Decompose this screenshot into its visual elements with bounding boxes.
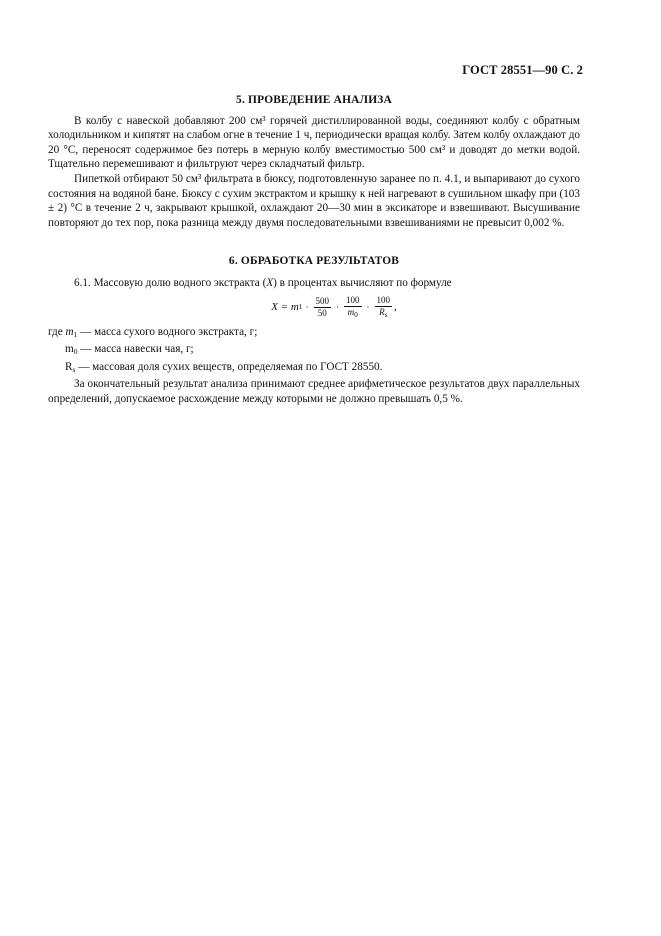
section-5-title: 5. ПРОВЕДЕНИЕ АНАЛИЗА <box>236 94 392 106</box>
def1-pre: где <box>48 325 66 338</box>
fraction-2 <box>344 295 362 320</box>
definitions <box>48 325 580 378</box>
definition-rs <box>48 360 580 378</box>
formula-lhs: X = m <box>271 300 299 313</box>
fraction-2-numerator: 100 <box>346 294 360 305</box>
fraction-2-den-sub: 0 <box>354 309 358 319</box>
formula-lhs-sub: 1 <box>298 301 303 311</box>
fraction-3-den-var: R <box>379 306 385 317</box>
def2-sub: 0 <box>73 347 78 357</box>
p1-pre: 6.1. Массовую долю водного экстракта ( <box>74 276 267 289</box>
def1-var: m <box>65 325 74 338</box>
def3-sub: s <box>72 364 76 374</box>
var-x: X <box>266 276 274 289</box>
multiply-dot: · <box>305 301 309 312</box>
formula-trail: , <box>394 300 397 313</box>
def3-text: — массовая доля сухих веществ, определяемая по ГОСТ 28550. <box>75 360 383 373</box>
def1-text: — масса сухого водного экстракта, г; <box>77 325 258 338</box>
fraction-2-denominator <box>346 307 360 320</box>
def1-sub: 1 <box>73 329 78 339</box>
p1-post: ) в процентах вычисляют по формуле <box>273 276 452 289</box>
fraction-3-numerator: 100 <box>376 294 391 305</box>
fraction-2-den-var: m <box>347 306 355 317</box>
document-body <box>48 93 580 407</box>
section-5-paragraph-1: В колбу с навеской добавляют 200 см³ горячей дистиллированной воды, соединяют колбу с обратным холодильником и кипятят на слабом огне в течение 1 ч, периодически вращая колбу. Затем колбу охлаждают до 20 °С, переносят содержимое без потерь в мерную колбу вместимостью 500 см³ и доводят до метки водой. Тщательно перемешивают и фильтруют через складчатый фильтр. <box>48 114 580 171</box>
fraction-1-numerator: 500 <box>315 295 330 306</box>
final-paragraph: За окончательный результат анализа принимают среднее арифметическое результатов двух параллельных определений, допускаемое расхождение между которыми не должно превышать 0,5 %. <box>48 378 580 405</box>
fraction-1 <box>314 296 332 319</box>
multiply-dot: · <box>366 301 370 312</box>
page-header: ГОСТ 28551—90 С. 2 <box>462 63 583 77</box>
fraction-3 <box>375 295 393 320</box>
definition-m0 <box>48 342 580 360</box>
fraction-1-denominator: 50 <box>317 307 327 318</box>
section-5-paragraph-2: Пипеткой отбирают 50 см³ фильтрата в бюксу, подготовленную заранее по п. 4.1, и выпаривают до сухого состояния на водяной бане. Бюксу с сухим экстрактом и крышку к ней нагревают в сушильном шкафу при (103 ± 2) °С в течение 2 ч, закрывают крышкой, охлаждают 20—30 мин в эксикаторе и взвешивают. Высушивание повторяют до тех пор, пока разница между двумя последовательными взвешиваниями не превысит 0,002 %. <box>48 172 580 229</box>
multiply-dot: · <box>336 301 340 312</box>
def2-text: — масса навески чая, г; <box>77 343 194 356</box>
def3-var: R <box>65 360 73 373</box>
formula <box>88 295 580 320</box>
section-6-title: 6. ОБРАБОТКА РЕЗУЛЬТАТОВ <box>228 255 400 268</box>
fraction-3-den-sub: s <box>384 309 388 319</box>
fraction-3-denominator <box>377 307 389 320</box>
definition-m1 <box>48 325 580 343</box>
def2-var: m <box>65 343 74 356</box>
section-6-paragraph-1 <box>48 276 580 291</box>
